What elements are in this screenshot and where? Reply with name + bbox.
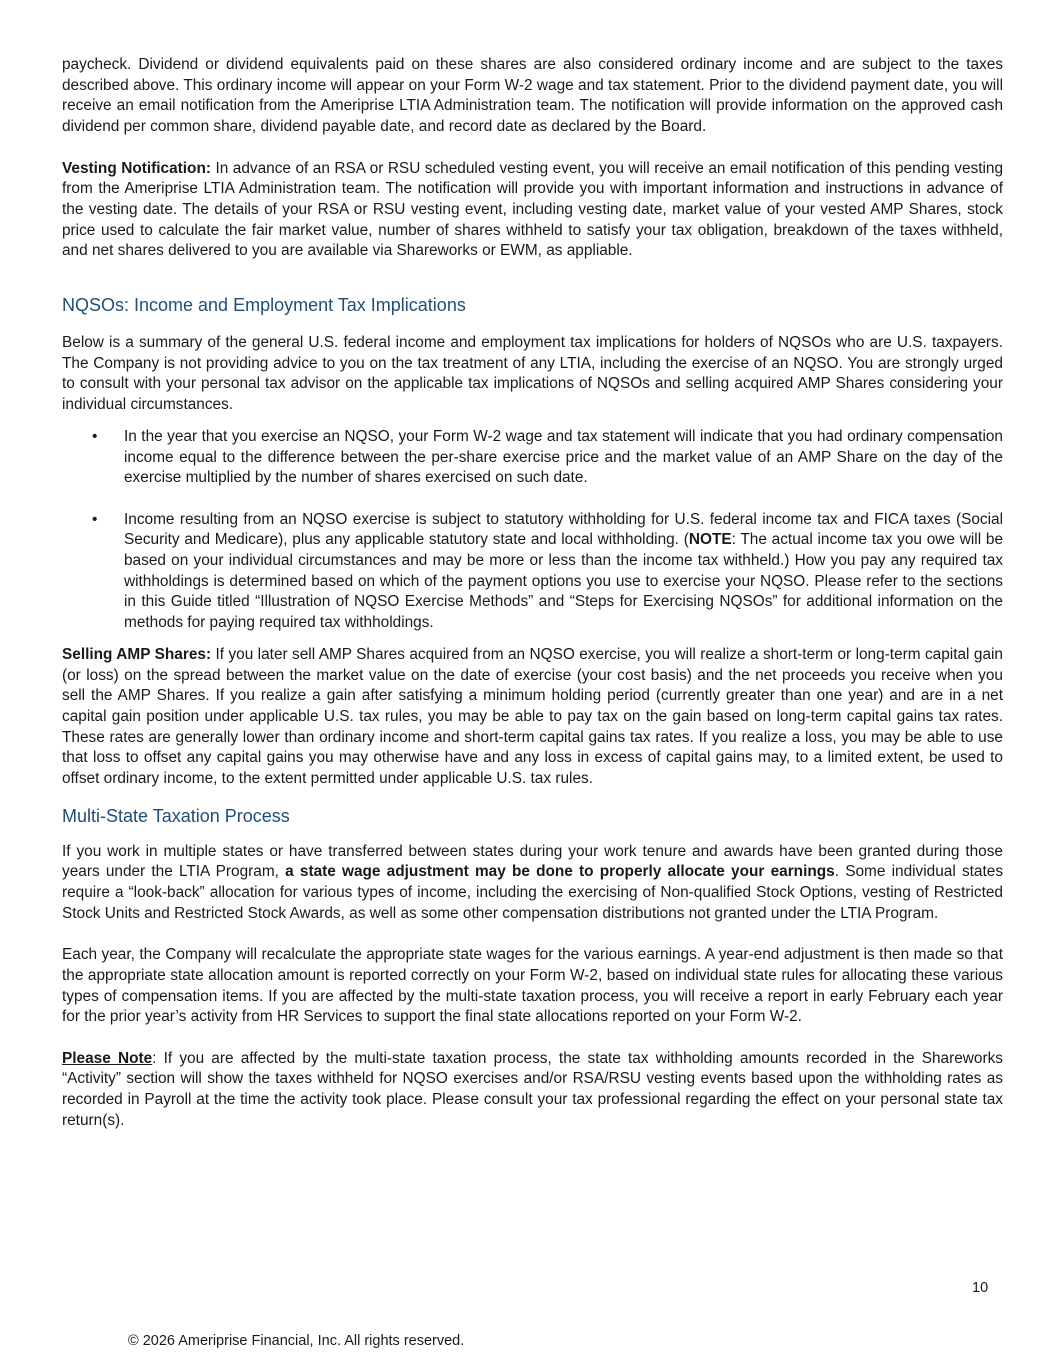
bullet-marker: • bbox=[92, 427, 98, 445]
please-note-label: Please Note bbox=[62, 1049, 153, 1067]
bullet-text-part-2: : The actual income tax you owe will be based on your individual circumstances and may be more or less than the income tax withheld.) How you pay any required tax withholdings is determined based on which of the payment options you use to exercise your NQSO. Please refer to the sections in this Guide titled “Illustration of NQSO Exercise Methods” and “Steps for Exercising NQSOs” for additional information on the methods for paying required tax withholdings. bbox=[124, 531, 1003, 632]
paragraph-nqso-summary: Below is a summary of the general U.S. federal income and employment tax implications for holders of NQSOs who are U.S. taxpayers. The Company is not providing advice to you on the tax treatment of any LTIA, including the exercise of an NQSO. You are strongly urged to consult with your personal tax advisor on the applicable tax implications of NQSOs and selling acquired AMP Shares considering your individual circumstances. bbox=[62, 334, 1003, 414]
list-item bbox=[62, 427, 1003, 489]
nqso-bullet-list bbox=[62, 427, 1003, 634]
page-number: 10 bbox=[972, 1280, 989, 1296]
heading-nqso-tax: NQSOs: Income and Employment Tax Implications bbox=[62, 295, 466, 316]
vesting-notification-label: Vesting Notification: bbox=[62, 159, 211, 177]
heading-multi-state: Multi-State Taxation Process bbox=[62, 805, 290, 826]
bullet-marker: • bbox=[92, 510, 98, 528]
paragraph-vesting-notification bbox=[62, 159, 1003, 263]
paragraph-please-note bbox=[62, 1049, 1003, 1132]
multi-state-text-part-2: . Some individual states require a “look-back” allocation for various types of income, including the exercising of Non-qualified Stock Options, vesting of Restricted Stock Units and Restricted Stock Awards, as well as some other compensation distributions not granted under the LTIA Program. bbox=[62, 863, 1004, 922]
multi-state-text-part-1: If you work in multiple states or have transferred between states during your work tenure and awards have been granted during those years under the LTIA Program, bbox=[62, 842, 1003, 881]
vesting-notification-text: In advance of an RSA or RSU scheduled vesting event, you will receive an email notification of this pending vesting from the Ameriprise LTIA Administration team. The notification will provide you with important information and instructions in advance of the vesting date. The details of your RSA or RSU vesting event, including vesting date, market value of your vested AMP Shares, stock price used to calculate the fair market value, number of shares withheld to satisfy your tax obligation, breakdown of the taxes withheld, and net shares delivered to you are available via Shareworks or EWM, as appliable. bbox=[62, 159, 1004, 260]
please-note-text: : If you are affected by the multi-state taxation process, the state tax withholding amounts recorded in the Shareworks “Activity” section will show the taxes withheld for NQSO exercises and/or RSA/RSU vesting events based upon the withholding rates as recorded in Payroll at the time the activity took place. Please consult your tax professional regarding the effect on your personal state tax return(s). bbox=[62, 1049, 1003, 1129]
paragraph-multi-state-1 bbox=[62, 842, 1003, 925]
selling-amp-shares-text: If you later sell AMP Shares acquired from an NQSO exercise, you will realize a short-term or long-term capital gain (or loss) on the spread between the market value on the date of exercise (your cost basis) and the net proceeds you receive when you sell the AMP Shares. If you realize a gain after satisfying a minimum holding period (currently greater than one year) and are in a net capital gain position under applicable U.S. tax rules, you may be able to pay tax on the gain based on long-term capital gains tax rates. These rates are generally lower than ordinary income and short-term capital gains tax rates. If you realize a loss, you may be able to use that loss to offset any capital gains you may otherwise have and any loss in excess of capital gains may, to a limited extent, be used to offset ordinary income, to the extent permitted under applicable U.S. tax rules. bbox=[62, 645, 1003, 788]
paragraph-multi-state-2: Each year, the Company will recalculate the appropriate state wages for the various earnings. A year-end adjustment is then made so that the appropriate state allocation amount is reported correctly on your Form W-2, based on individual state rules for allocating these various types of compensation items. If you are affected by the multi-state taxation process, you will receive a report in early February each year for the prior year’s activity from HR Services to support the final state allocations reported on your Form W-2. bbox=[62, 946, 1003, 1026]
list-item bbox=[62, 510, 1003, 634]
paragraph-selling-amp-shares bbox=[62, 645, 1003, 790]
page-content bbox=[62, 55, 1003, 1132]
selling-amp-shares-label: Selling AMP Shares: bbox=[62, 645, 212, 663]
multi-state-bold-text: a state wage adjustment may be done to properly allocate your earnings bbox=[285, 863, 835, 881]
bullet-text-part-1: Income resulting from an NQSO exercise is subject to statutory withholding for U.S. federal income tax and FICA taxes (Social Security and Medicare), plus any applicable statutory state and local withholding. ( bbox=[124, 510, 1003, 549]
bullet-text: In the year that you exercise an NQSO, your Form W-2 wage and tax statement will indicate that you had ordinary compensation income equal to the difference between the per-share exercise price and the market value of an AMP Share on the day of the exercise multiplied by the number of shares exercised on such date. bbox=[124, 427, 1003, 487]
note-label: NOTE bbox=[688, 531, 732, 549]
copyright-footer: © 2026 Ameriprise Financial, Inc. All rights reserved. bbox=[128, 1333, 465, 1349]
paragraph-dividend: paycheck. Dividend or dividend equivalents paid on these shares are also considered ordinary income and are subject to the taxes described above. This ordinary income will appear on your Form W-2 wage and tax statement. Prior to the dividend payment date, you will receive an email notification from the Ameriprise LTIA Administration team. The notification will provide information on the approved cash dividend per common share, dividend payable date, and record date as declared by the Board. bbox=[62, 56, 1003, 136]
